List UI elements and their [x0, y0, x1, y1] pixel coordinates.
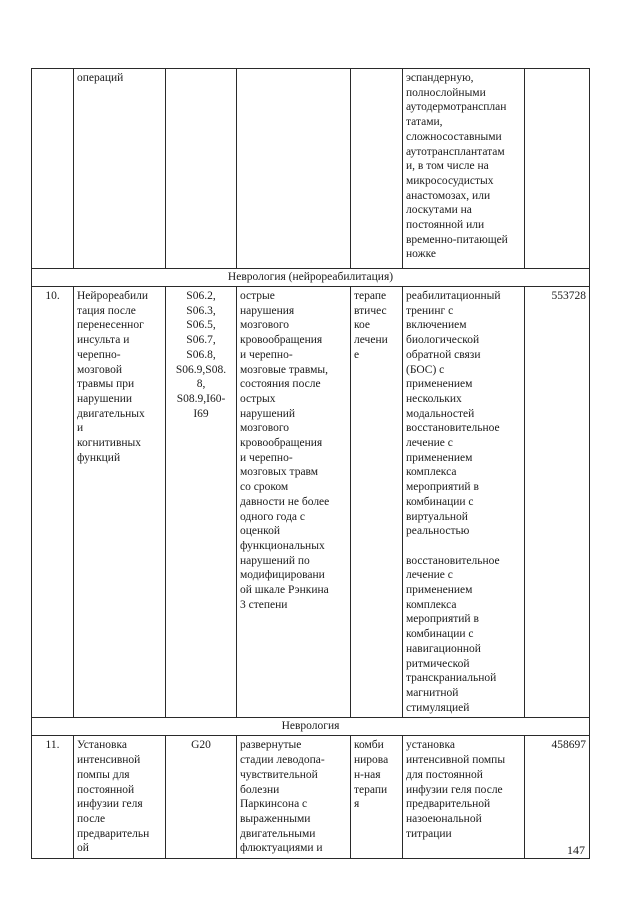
icd-code-cell: G20: [166, 736, 237, 859]
icd-code-cell: [166, 69, 237, 269]
treatment-type-cell: комби нирова н-ная терапи я: [351, 736, 403, 859]
page-number: 147: [567, 843, 585, 857]
treatment-type-cell: терапе втичес кое лечени е: [351, 287, 403, 718]
service-name-cell: Установка интенсивной помпы для постоянной инфузии геля после предварительн ой: [74, 736, 166, 859]
treatment-method-cell: установка интенсивной помпы для постоянной инфузии геля после предварительной назоеюнальной титрации: [403, 736, 525, 859]
section-header-row: [32, 718, 590, 736]
treatment-type-cell: [351, 69, 403, 269]
services-table: [31, 68, 590, 859]
row-number-cell: 10.: [32, 287, 74, 718]
treatment-method-cell: реабилитационный тренинг с включением биологической обратной связи (БОС) с применением нескольких модальностей восстановительное лечение с применением комплекса мероприятий в комбинации с виртуальной реальностью восстановительное лечение с применением комплекса мероприятий в комбинации с навигационной ритмической транскраниальной магнитной стимуляцией: [403, 287, 525, 718]
price-cell: 553728: [525, 287, 590, 718]
service-name-cell: Нейрореабили тация после перенесенног инсульта и черепно- мозговой травмы при нарушении двигательных и когнитивных функций: [74, 287, 166, 718]
patient-model-cell: острые нарушения мозгового кровообращения и черепно- мозговые травмы, состояния после острых нарушений мозгового кровообращения и черепно- мозговых травм со сроком давности не более одного года с оценкой функциональных нарушений по модифицировани ой шкале Рэнкина 3 степени: [237, 287, 351, 718]
table-row: [32, 736, 590, 859]
price-cell: 458697: [525, 736, 590, 859]
table-row: [32, 287, 590, 718]
treatment-method-cell: эспандерную, полнослойными аутодермотрансплан татами, сложносоставными аутотрансплантатам и, в том числе на микрососудистых анастомозах, или лоскутами на постоянной или временно-питающей ножке: [403, 69, 525, 269]
section-header-row: [32, 269, 590, 287]
service-name-cell: операций: [74, 69, 166, 269]
row-number-cell: [32, 69, 74, 269]
icd-code-cell: S06.2, S06.3, S06.5, S06.7, S06.8, S06.9,S08. 8, S08.9,I60- I69: [166, 287, 237, 718]
price-cell: [525, 69, 590, 269]
section-title: Неврология (нейрореабилитация): [32, 269, 590, 287]
section-title: Неврология: [32, 718, 590, 736]
table-row: [32, 69, 590, 269]
patient-model-cell: развернутые стадии леводопа- чувствительной болезни Паркинсона с выраженными двигательными флюктуациями и: [237, 736, 351, 859]
patient-model-cell: [237, 69, 351, 269]
row-number-cell: 11.: [32, 736, 74, 859]
